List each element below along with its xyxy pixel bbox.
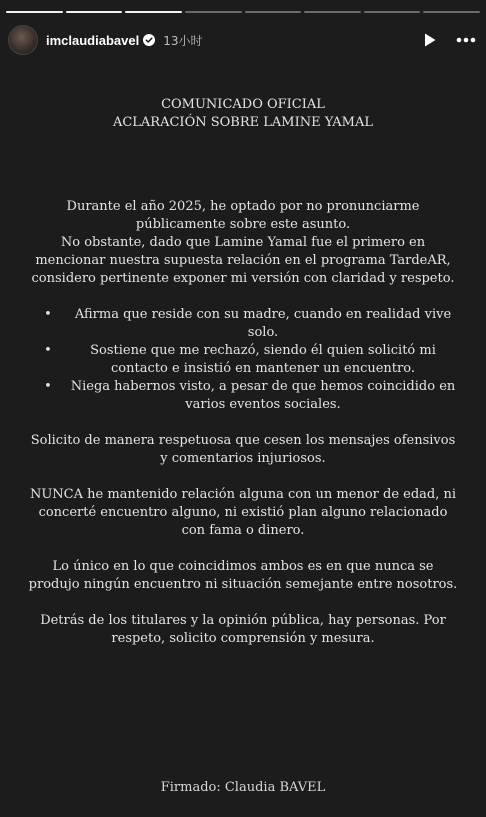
story-segment — [423, 11, 480, 13]
story-header — [8, 24, 478, 56]
statement-subtitle: ACLARACIÓN SOBRE LAMINE YAMAL — [112, 115, 374, 130]
statement-paragraph: NUNCA he mantenido relación alguna con un menor de edad, ni concerté encuentro alguno, ni existió plan alguno relacionado con fama o dinero. — [29, 487, 457, 538]
more-icon — [456, 37, 476, 43]
play-button[interactable] — [418, 28, 442, 52]
story-segment — [66, 11, 123, 13]
bullet-text: Afirma que reside con su madre, cuando en realidad vive solo. — [74, 307, 452, 340]
username[interactable]: imclaudiabavel — [46, 32, 140, 48]
list-item: • Sostiene que me rechazó, siendo él quien solicitó mi contacto e insistió en mantener un encuentro. — [28, 342, 458, 378]
statement-heading — [28, 96, 458, 132]
story-segment — [304, 11, 361, 13]
statement-paragraph: Detrás de los titulares y la opinión pública, hay personas. Por respeto, solicito comprensión y mesura. — [40, 613, 446, 646]
story-segment — [364, 11, 421, 13]
bullet-text: Niega habernos visto, a pesar de que hemos coincidido en varios eventos sociales. — [70, 379, 456, 412]
story-segment — [185, 11, 242, 13]
context-paragraph: No obstante, dado que Lamine Yamal fue el primero en mencionar nuestra supuesta relación en el programa TardeAR, considero pertinente exponer mi versión con claridad y respeto. — [31, 235, 455, 286]
story-segment — [6, 11, 63, 13]
story-segment — [245, 11, 302, 13]
signature: Firmado: Claudia BAVEL — [160, 780, 326, 795]
statement-title: COMUNICADO OFICIAL — [161, 97, 325, 112]
post-time: 13小时 — [163, 33, 203, 48]
list-item: • Afirma que reside con su madre, cuando en realidad vive solo. — [28, 306, 458, 342]
more-options-button[interactable] — [454, 28, 478, 52]
statement-body — [28, 96, 458, 666]
list-item: • Niega habernos visto, a pesar de que hemos coincidido en varios eventos sociales. — [28, 378, 458, 414]
avatar[interactable] — [8, 25, 38, 55]
play-icon — [423, 32, 437, 48]
intro-paragraph: Durante el año 2025, he optado por no pronunciarme públicamente sobre este asunto. — [66, 199, 420, 232]
story-segment — [125, 11, 182, 13]
bullet-list — [28, 306, 458, 414]
statement-paragraph: Lo único en lo que coincidimos ambos es en que nunca se produjo ningún encuentro ni situación semejante entre nosotros. — [28, 559, 458, 592]
statement-paragraph: Solicito de manera respetuosa que cesen los mensajes ofensivos y comentarios injuriosos. — [30, 433, 456, 466]
bullet-text: Sostiene que me rechazó, siendo él quien solicitó mi contacto e insistió en mantener un encuentro. — [90, 343, 436, 376]
verified-badge-icon — [143, 34, 155, 46]
story-progress-bar — [6, 11, 480, 13]
